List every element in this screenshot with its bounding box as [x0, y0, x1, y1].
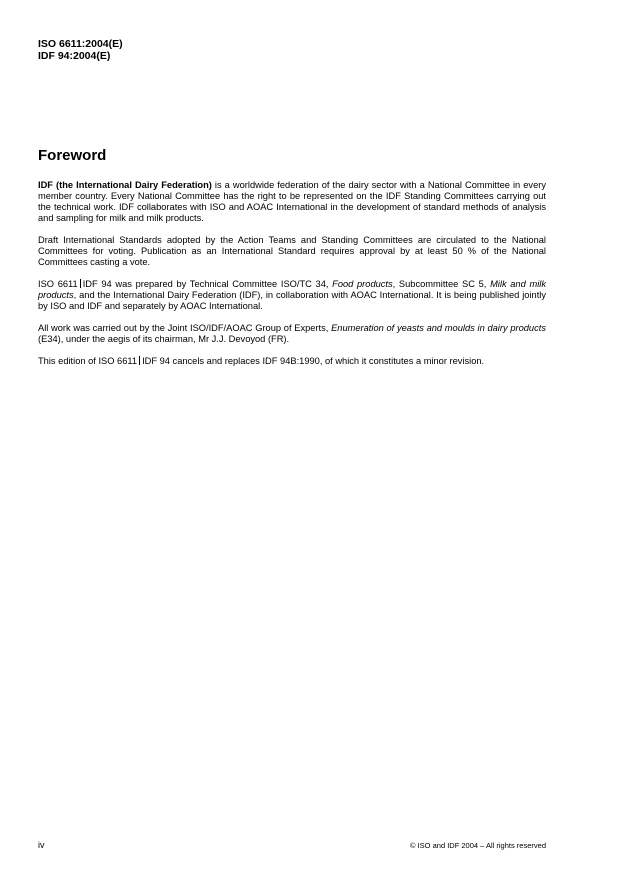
paragraph-edition — [38, 356, 546, 367]
standard-ref: ISO 6611 — [38, 279, 78, 289]
text-segment: IDF 94 was prepared by Technical Committee ISO/TC 34, — [82, 279, 333, 289]
copyright-notice: © ISO and IDF 2004 – All rights reserved — [409, 841, 546, 850]
group-name: Enumeration of yeasts and moulds in dairy products — [331, 323, 546, 333]
paragraph-experts — [38, 323, 546, 345]
subcommittee-name: Milk and milk products — [38, 279, 546, 300]
foreword-body — [38, 180, 546, 378]
committee-name: Food products — [332, 279, 393, 289]
text-segment: This edition of ISO 6611 — [38, 356, 138, 366]
header-iso-ref: ISO 6611:2004(E) — [38, 38, 123, 50]
document-header — [38, 38, 123, 62]
idf-name: IDF (the International Dairy Federation) — [38, 180, 212, 190]
header-idf-ref: IDF 94:2004(E) — [38, 50, 111, 62]
page-number: iv — [38, 840, 45, 850]
paragraph-voting: Draft International Standards adopted by the Action Teams and Standing Committees are circulated to the National Committees for voting. Publication as an International Standard requires approval by at least 50 % of the National Committees casting a vote. — [38, 235, 546, 267]
separator-bar — [139, 356, 140, 365]
separator-bar — [80, 279, 81, 288]
paragraph-idf-text: is a worldwide federation of the dairy sector with a National Committee in every member country. Every National Committee has the right to be represented on the IDF Standing Committees carrying out the technical work. IDF collaborates with ISO and AOAC International in the development of standard methods of analysis and sampling for milk and milk products. — [38, 180, 546, 223]
page-title: Foreword — [38, 147, 107, 164]
paragraph-preparation — [38, 279, 546, 312]
text-segment: (E34), under the aegis of its chairman, Mr J.J. Devoyod (FR). — [38, 334, 290, 344]
paragraph-idf — [38, 180, 546, 224]
text-segment: IDF 94 cancels and replaces IDF 94B:1990, of which it constitutes a minor revision. — [142, 356, 485, 366]
text-segment: , and the International Dairy Federation (IDF), in collaboration with AOAC International. It is being published jointly by ISO and IDF and separately by AOAC International. — [38, 290, 546, 311]
text-segment: All work was carried out by the Joint ISO/IDF/AOAC Group of Experts, — [38, 323, 332, 333]
text-segment: , Subcommittee SC 5, — [392, 279, 491, 289]
